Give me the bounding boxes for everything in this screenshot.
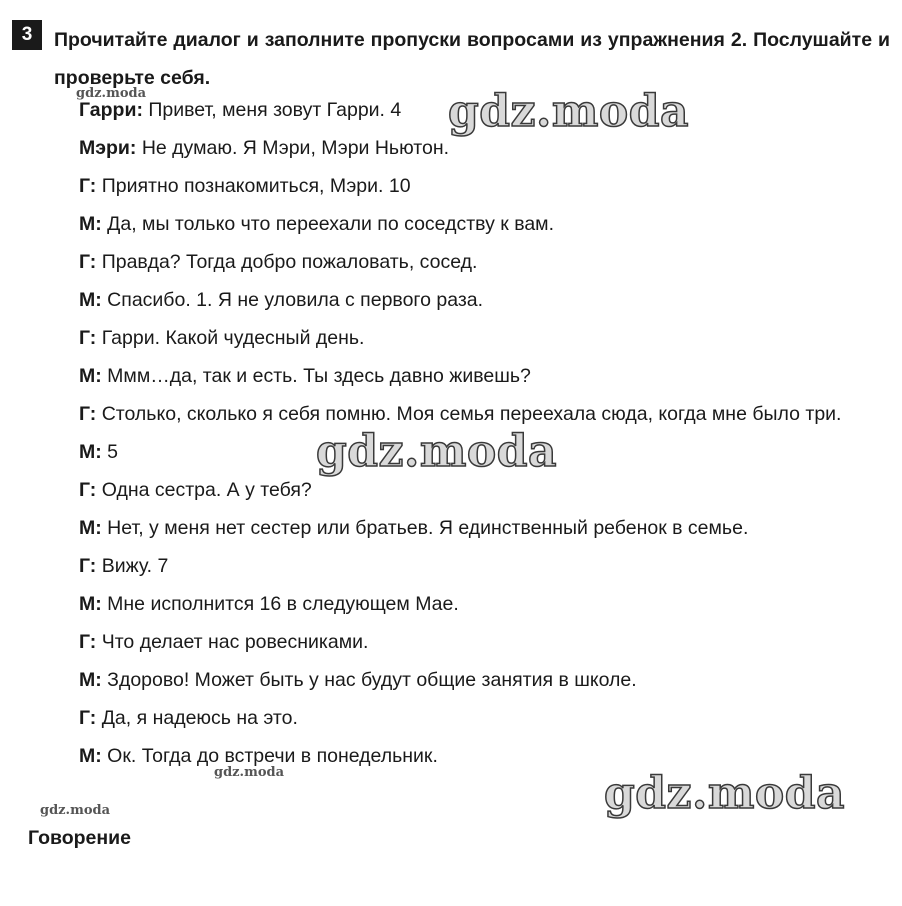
dialogue-line: [79, 243, 894, 281]
line-text: Столько, сколько я себя помню. Моя семья переехала сюда, когда мне было три.: [101, 403, 842, 425]
dialogue-line: [79, 623, 894, 661]
dialogue-line: [79, 661, 894, 699]
line-text: Правда? Тогда добро пожаловать, сосед.: [101, 251, 478, 273]
speaker-label: Г:: [79, 707, 97, 729]
dialogue-line: [79, 357, 894, 395]
watermark-large: gdz.moda: [316, 426, 558, 477]
section-heading: Говорение: [28, 827, 132, 849]
line-text: Нет, у меня нет сестер или братьев. Я единственный ребенок в семье.: [107, 517, 749, 539]
speaker-label: М:: [79, 213, 102, 235]
line-text: Одна сестра. А у тебя?: [101, 479, 312, 501]
dialogue-line: [79, 319, 894, 357]
speaker-label: М:: [79, 517, 102, 539]
speaker-label: М:: [79, 669, 102, 691]
speaker-label: Г:: [79, 631, 97, 653]
speaker-label: Г:: [79, 479, 97, 501]
line-text: Спасибо. 1. Я не уловила с первого раза.: [107, 289, 484, 311]
task-instruction: Прочитайте диалог и заполните пропуски вопросами из упражнения 2. Послушайте и проверьте себя.: [54, 29, 890, 89]
line-text: Не думаю. Я Мэри, Мэри Ньютон.: [141, 137, 450, 159]
line-text: 5: [107, 441, 119, 463]
watermark-large: gdz.moda: [448, 86, 690, 137]
speaker-label: М:: [79, 365, 102, 387]
task-number-badge: 3: [12, 20, 42, 50]
speaker-label: Мэри:: [79, 137, 137, 159]
watermark-small: gdz.moda: [214, 765, 285, 780]
line-text: Да, я надеюсь на это.: [101, 707, 298, 729]
speaker-label: Г:: [79, 555, 97, 577]
line-text: Что делает нас ровесниками.: [101, 631, 369, 653]
speaker-label: М:: [79, 593, 102, 615]
dialogue-line: [79, 585, 894, 623]
dialogue-line: [79, 167, 894, 205]
line-text: Да, мы только что переехали по соседству к вам.: [107, 213, 555, 235]
line-text: Привет, меня зовут Гарри. 4: [148, 99, 402, 121]
speaker-label: Г:: [79, 327, 97, 349]
speaker-label: Г:: [79, 175, 97, 197]
watermark-small: gdz.moda: [76, 86, 147, 101]
dialogue-line: [79, 699, 894, 737]
dialogue-line: [79, 509, 894, 547]
line-text: Ммм…да, так и есть. Ты здесь давно живешь?: [107, 365, 531, 387]
speaker-label: М:: [79, 745, 102, 767]
speaker-label: М:: [79, 289, 102, 311]
dialogue-line: [79, 205, 894, 243]
line-text: Здорово! Может быть у нас будут общие занятия в школе.: [107, 669, 637, 691]
line-text: Гарри. Какой чудесный день.: [101, 327, 365, 349]
watermark-small: gdz.moda: [40, 803, 111, 818]
line-text: Приятно познакомиться, Мэри. 10: [101, 175, 411, 197]
line-text: Мне исполнится 16 в следующем Мае.: [107, 593, 459, 615]
speaker-label: Г:: [79, 251, 97, 273]
dialogue-line: [79, 547, 894, 585]
watermark-large: gdz.moda: [604, 768, 846, 819]
speaker-label: Г:: [79, 403, 97, 425]
line-text: Вижу. 7: [101, 555, 169, 577]
dialogue-line: [79, 281, 894, 319]
line-text: Ок. Тогда до встречи в понедельник.: [107, 745, 438, 767]
speaker-label: М:: [79, 441, 102, 463]
speaker-label: Гарри:: [79, 99, 143, 121]
